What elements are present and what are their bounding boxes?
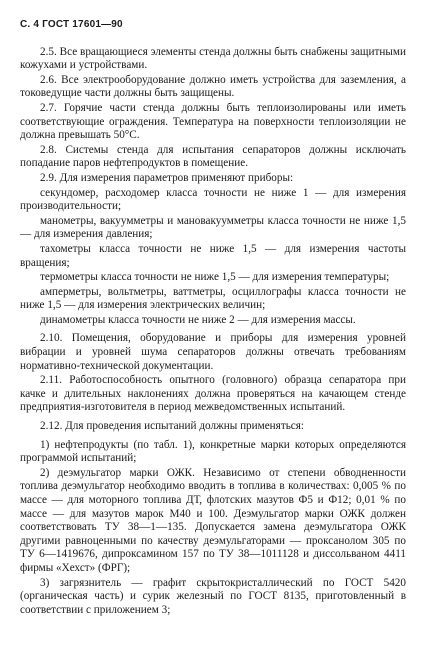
list-item-stopwatch: секундомер, расходомер класса точности не ниже 1 — для измерения производительности; xyxy=(20,186,406,213)
list-item-manometers: манометры, вакуумметры и мановакуумметры класса точности не ниже 1,5 — для измерения давления; xyxy=(20,214,406,241)
page-header: С. 4 ГОСТ 17601—90 xyxy=(20,19,123,30)
list-item-tachometers: тахометры класса точности не ниже 1,5 — для измерения частоты вращения; xyxy=(20,242,406,269)
list-item-demulsifier: 2) деэмульгатор марки ОЖК. Независимо от степени обводненности топлива деэмульгатор необходимо вводить в топлива в количествах: 0,005 % по массе — для моторного топлива ДТ, флотских мазутов Ф5 и Ф12; 0,01 % по массе — для мазутов марок М40 и 100. Деэмульгатор марки ОЖК должен соответствовать ТУ 38—1—135. Допускается замена деэмульгатора ОЖК другими равноценными по качеству деэмульгаторами — проксанолом 305 по ТУ 6—1419676, дипроксамином 157 по ТУ 38—1011128 и диссольваном 4411 фирмы «Хехст» (ФРГ); xyxy=(20,466,406,574)
paragraph-2-10: 2.10. Помещения, оборудование и приборы для измерения уровней вибрации и уровней шума сепараторов должны отвечать требованиям нормативно-технической документации. xyxy=(20,332,406,372)
list-item-contaminant: 3) загрязнитель — графит скрытокристаллический по ГОСТ 5420 (органическая часть) и сурик железный по ГОСТ 8135, приготовленный в соответствии с приложением 3; xyxy=(20,576,406,616)
paragraph-2-9: 2.9. Для измерения параметров применяют приборы: xyxy=(40,171,294,184)
list-item-dynamometers: динамометры класса точности не ниже 2 — для измерения массы. xyxy=(40,313,356,326)
paragraph-2-8: 2.8. Системы стенда для испытания сепараторов должны исключать попадание паров нефтепродуктов в помещение. xyxy=(20,143,406,170)
list-item-thermometers: термометры класса точности не ниже 1,5 — для измерения температуры; xyxy=(40,271,390,284)
paragraph-2-7: 2.7. Горячие части стенда должны быть теплоизолированы или иметь соответствующие ограждения. Температура на поверхности теплоизоляции не должна превышать 50°С. xyxy=(20,101,406,142)
paragraph-2-11: 2.11. Работоспособность опытного (головного) образца сепаратора при качке и длительных наклонениях должна проверяться на качающем стенде предприятия-изготовителя в период межведомственных испытаний. xyxy=(20,374,406,414)
paragraph-2-5: 2.5. Все вращающиеся элементы стенда должны быть снабжены защитными кожухами и устройствами. xyxy=(20,45,406,72)
paragraph-2-6: 2.6. Все электрооборудование должно иметь устройства для заземления, а токоведущие части должны быть защищены. xyxy=(20,73,406,100)
list-item-ammeters: амперметры, вольтметры, ваттметры, осциллографы класса точности не ниже 1,5 — для измерения электрических величин; xyxy=(20,285,406,312)
list-item-petroleum-products: 1) нефтепродукты (по табл. 1), конкретные марки которых определяются программой испытаний; xyxy=(20,438,406,465)
paragraph-2-12: 2.12. Для проведения испытаний должны применяться: xyxy=(40,420,305,433)
